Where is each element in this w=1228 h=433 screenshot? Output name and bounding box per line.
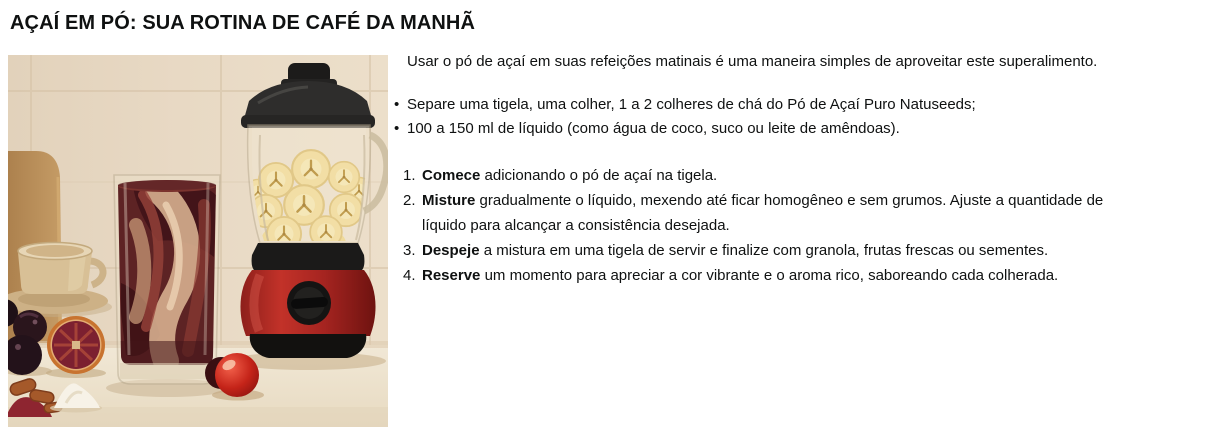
step-text: gradualmente o líquido, mexendo até ficar homogêneo e sem grumos. Ajuste a quantidade de líquido para alcançar a consistência desejada. [422, 192, 1104, 234]
step-number: 1. [403, 167, 416, 184]
step-number: 3. [403, 242, 416, 259]
step-keyword: Reserve [422, 267, 481, 284]
supply-text: Separe uma tigela, uma colher, 1 a 2 colheres de chá do Pó de Açaí Puro Natuseeds; [407, 96, 976, 113]
step-number: 4. [403, 267, 416, 284]
step-number: 2. [403, 192, 416, 209]
step-keyword: Misture [422, 192, 476, 209]
step-item [403, 188, 1112, 238]
acai-smoothie-blender-photo [8, 55, 388, 427]
intro-text: Usar o pó de açaí em suas refeições matinais é uma maneira simples de aproveitar este superalimento. [407, 53, 1098, 70]
step-item [403, 238, 1112, 263]
supply-text: 100 a 150 ml de líquido (como água de coco, suco ou leite de amêndoas). [407, 120, 900, 137]
step-keyword: Despeje [422, 242, 480, 259]
step-text: um momento para apreciar a cor vibrante e o aroma rico, saboreando cada colherada. [484, 267, 1059, 284]
page-title: AÇAÍ EM PÓ: SUA ROTINA DE CAFÉ DA MANHÃ [10, 12, 476, 34]
step-keyword: Comece [422, 167, 481, 184]
step-text: a mistura em uma tigela de servir e finalize com granola, frutas frescas ou sementes. [483, 242, 1049, 259]
kitchen-scene-illustration [8, 55, 388, 427]
step-item [403, 263, 1112, 288]
supply-item [394, 117, 1222, 141]
step-text: adicionando o pó de açaí na tigela. [484, 167, 718, 184]
step-item [403, 163, 1112, 188]
bullet-icon: • [394, 96, 400, 113]
supplies-list [394, 93, 1222, 141]
bullet-icon: • [394, 120, 400, 137]
steps-list [403, 163, 1112, 288]
supply-item [394, 93, 1222, 117]
description-text-column [394, 50, 1222, 288]
